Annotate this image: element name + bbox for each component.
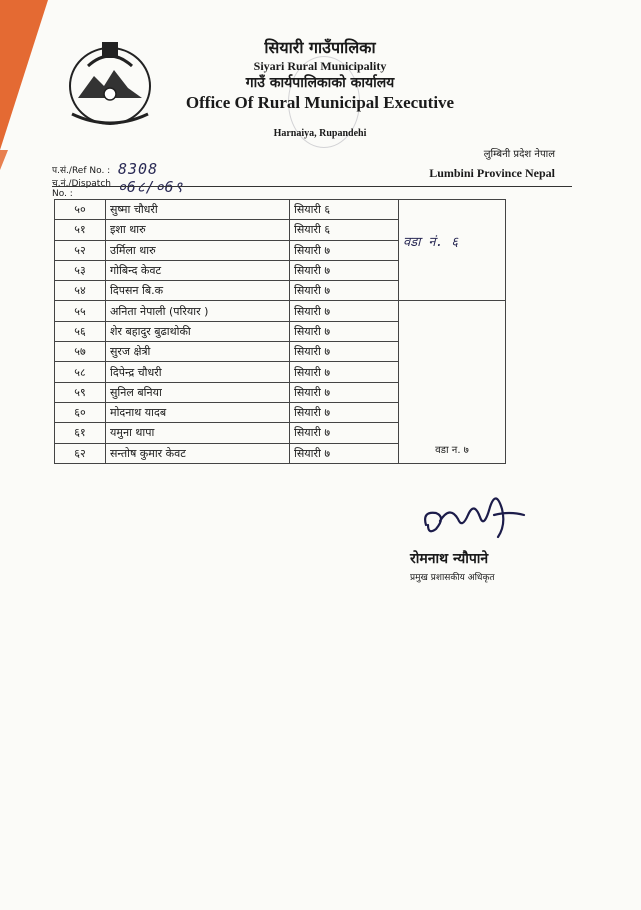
serial-number: ५१: [55, 220, 106, 240]
ref-number-value: 8308: [118, 160, 159, 178]
province-en: Lumbini Province Nepal: [429, 166, 555, 180]
serial-number: ५२: [55, 240, 106, 260]
person-name: दिपसन बि.क: [106, 281, 290, 301]
serial-number: ५०: [55, 200, 106, 220]
office-name-np: गाउँ कार्यपालिकाको कार्यालय: [245, 75, 395, 91]
office-address: Harnaiya, Rupandehi: [273, 128, 367, 139]
person-address: सियारी ६: [290, 220, 399, 240]
person-name: दिपेन्द्र चौधरी: [106, 362, 290, 382]
serial-number: ५९: [55, 382, 106, 402]
person-address: सियारी ७: [290, 423, 399, 443]
dispatch-number-row: [52, 178, 184, 199]
person-name: उर्मिला थारु: [106, 240, 290, 260]
person-address: सियारी ७: [290, 342, 399, 362]
province-block: [429, 146, 555, 181]
serial-number: ५६: [55, 321, 106, 341]
letterhead: [170, 38, 470, 139]
dispatch-number-value: ०6८/०6९: [118, 178, 184, 196]
ward-note-printed: वडा न. ७: [435, 445, 469, 457]
serial-number: ५४: [55, 281, 106, 301]
orange-corner-decoration-lower: [0, 150, 8, 170]
municipality-name-np: सियारी गाउँपालिका: [264, 38, 376, 57]
person-name: शेर बहादुर बुढाथोकी: [106, 321, 290, 341]
signer-block: [410, 549, 495, 583]
person-address: सियारी ७: [290, 301, 399, 321]
person-address: सियारी ७: [290, 240, 399, 260]
dispatch-number-label: च.नं./Dispatch No. :: [52, 178, 111, 199]
table-row: [55, 200, 506, 220]
person-name: सुष्मा चौधरी: [106, 200, 290, 220]
header-divider: [52, 186, 572, 187]
ward-group-cell: [399, 301, 506, 463]
handwritten-signature: [420, 485, 530, 545]
person-address: सियारी ७: [290, 321, 399, 341]
ward-note-handwritten: वडा नं. ६: [403, 235, 459, 251]
reference-block: [52, 160, 184, 199]
person-name: सन्तोष कुमार केवट: [106, 443, 290, 463]
ward-group-cell: [399, 200, 506, 301]
person-name: सुनिल बनिया: [106, 382, 290, 402]
ref-number-label: प.सं./Ref No. :: [52, 165, 111, 176]
person-name: अनिता नेपाली (परियार ): [106, 301, 290, 321]
person-address: सियारी ७: [290, 382, 399, 402]
serial-number: ६२: [55, 443, 106, 463]
serial-number: ५७: [55, 342, 106, 362]
province-np: लुम्बिनी प्रदेश नेपाल: [483, 149, 555, 160]
serial-number: ५८: [55, 362, 106, 382]
nepal-emblem-icon: [58, 36, 162, 132]
office-name-en: Office Of Rural Municipal Executive: [185, 93, 455, 112]
person-name: सुरज क्षेत्री: [106, 342, 290, 362]
signer-name: रोमनाथ न्यौपाने: [410, 551, 489, 567]
beneficiary-table: [54, 199, 506, 464]
serial-number: ५५: [55, 301, 106, 321]
serial-number: ५३: [55, 260, 106, 280]
person-name: यमुना थापा: [106, 423, 290, 443]
person-name: गोबिन्द केवट: [106, 260, 290, 280]
person-address: सियारी ७: [290, 402, 399, 422]
person-address: सियारी ७: [290, 443, 399, 463]
person-address: सियारी ७: [290, 281, 399, 301]
municipality-name-en: Siyari Rural Municipality: [253, 59, 387, 73]
person-name: इशा थारु: [106, 220, 290, 240]
signer-title: प्रमुख प्रशासकीय अधिकृत: [410, 573, 495, 583]
person-name: मोदनाथ यादब: [106, 402, 290, 422]
person-address: सियारी ७: [290, 260, 399, 280]
person-address: सियारी ६: [290, 200, 399, 220]
orange-corner-decoration: [0, 0, 48, 150]
serial-number: ६१: [55, 423, 106, 443]
table-row: [55, 301, 506, 321]
person-address: सियारी ७: [290, 362, 399, 382]
serial-number: ६०: [55, 402, 106, 422]
